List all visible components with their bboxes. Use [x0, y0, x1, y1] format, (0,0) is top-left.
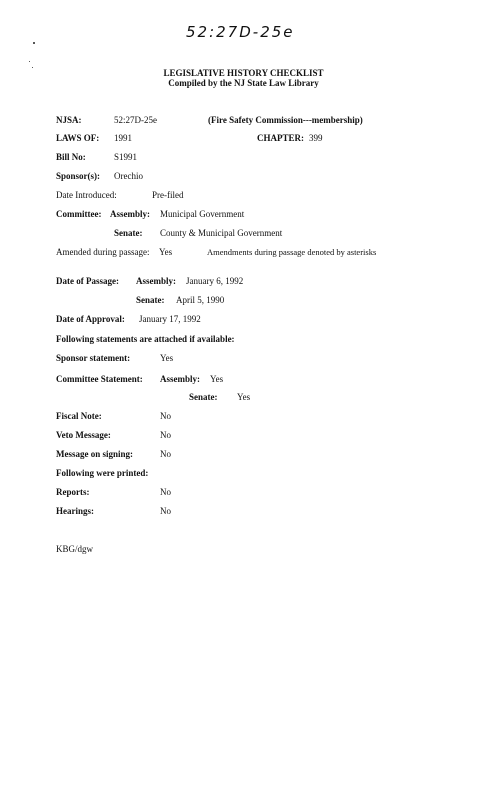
hearings-value: No — [160, 506, 171, 516]
passage-assembly-label: Assembly: — [136, 276, 176, 286]
chapter-label: CHAPTER: — [257, 133, 304, 143]
following-printed-heading: Following were printed: — [56, 468, 149, 478]
amended-value: Yes — [159, 247, 173, 257]
committee-senate-value: County & Municipal Government — [160, 228, 283, 238]
committee-senate-label: Senate: — [114, 228, 143, 238]
scan-speck — [32, 67, 33, 68]
date-introduced-label: Date Introduced: — [56, 190, 117, 200]
scan-speck — [33, 42, 35, 44]
date-of-passage-label: Date of Passage: — [56, 276, 119, 286]
passage-senate-value: April 5, 1990 — [176, 295, 225, 305]
laws-of-value: 1991 — [114, 133, 132, 143]
committee-label: Committee: — [56, 209, 102, 219]
date-of-approval-label: Date of Approval: — [56, 314, 125, 324]
veto-message-label: Veto Message: — [56, 430, 111, 440]
date-introduced-value: Pre-filed — [152, 190, 184, 200]
reports-label: Reports: — [56, 487, 90, 497]
statement-assembly-label: Assembly: — [160, 374, 200, 384]
njsa-value: 52:27D-25e — [114, 115, 157, 125]
sponsors-label: Sponsor(s): — [56, 171, 101, 181]
committee-assembly-label: Assembly: — [110, 209, 150, 219]
fiscal-note-label: Fiscal Note: — [56, 411, 102, 421]
sponsors-value: Orechio — [114, 171, 143, 181]
handwritten-statute-number: 52:27D-25e — [186, 23, 295, 41]
document-subtitle: Compiled by the NJ State Law Library — [168, 78, 319, 88]
sponsor-statement-label: Sponsor statement: — [56, 353, 131, 363]
date-of-approval-value: January 17, 1992 — [139, 314, 201, 324]
message-on-signing-label: Message on signing: — [56, 449, 134, 459]
statement-senate-label: Senate: — [189, 392, 218, 402]
veto-message-value: No — [160, 430, 171, 440]
chapter-value: 399 — [309, 133, 323, 143]
message-on-signing-value: No — [160, 449, 171, 459]
fiscal-note-value: No — [160, 411, 171, 421]
hearings-label: Hearings: — [56, 506, 94, 516]
committee-assembly-value: Municipal Government — [160, 209, 245, 219]
committee-statement-label: Committee Statement: — [56, 374, 143, 384]
statement-assembly-value: Yes — [210, 374, 224, 384]
passage-senate-label: Senate: — [136, 295, 165, 305]
amended-note: Amendments during passage denoted by asterisks — [207, 247, 377, 257]
bill-no-label: Bill No: — [56, 152, 86, 162]
njsa-subject: (Fire Safety Commission---membership) — [208, 115, 363, 125]
laws-of-label: LAWS OF: — [56, 133, 100, 143]
njsa-label: NJSA: — [56, 115, 82, 125]
document-title: LEGISLATIVE HISTORY CHECKLIST — [163, 68, 324, 78]
following-statements-heading: Following statements are attached if available: — [56, 334, 235, 344]
sponsor-statement-value: Yes — [160, 353, 174, 363]
scan-speck — [29, 61, 30, 62]
typist-initials: KBG/dgw — [56, 544, 94, 554]
amended-label: Amended during passage: — [56, 247, 150, 257]
statement-senate-value: Yes — [237, 392, 251, 402]
passage-assembly-value: January 6, 1992 — [186, 276, 244, 286]
reports-value: No — [160, 487, 171, 497]
bill-no-value: S1991 — [114, 152, 138, 162]
